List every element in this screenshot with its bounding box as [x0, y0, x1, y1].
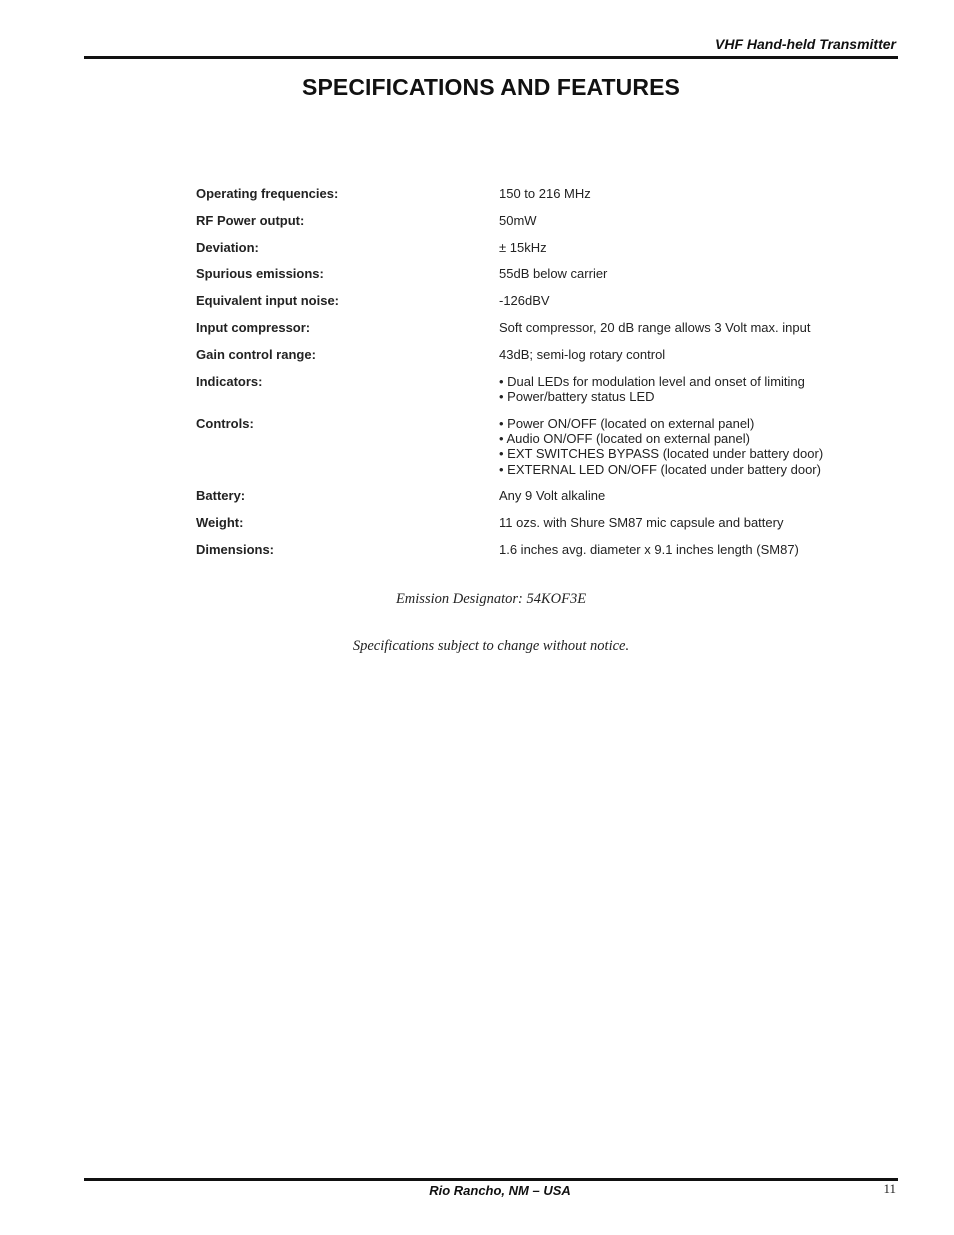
spec-label: Spurious emissions: — [196, 266, 324, 282]
spec-value: • EXT SWITCHES BYPASS (located under battery door) — [499, 446, 824, 462]
spec-row — [196, 213, 876, 228]
spec-row — [196, 293, 876, 308]
spec-value: Any 9 Volt alkaline — [499, 488, 606, 504]
emission-designator: Emission Designator: 54KOF3E — [395, 591, 587, 607]
page-title: SPECIFICATIONS AND FEATURES — [302, 74, 680, 100]
spec-value: 11 ozs. with Shure SM87 mic capsule and battery — [499, 515, 784, 531]
spec-value: • Audio ON/OFF (located on external panel) — [499, 430, 750, 446]
spec-values — [499, 213, 876, 228]
spec-row — [196, 542, 876, 557]
spec-values — [499, 542, 876, 557]
spec-label: Controls: — [196, 415, 254, 431]
spec-label: Deviation: — [196, 239, 259, 255]
spec-row — [196, 374, 876, 405]
spec-label: Input compressor: — [196, 319, 311, 335]
spec-values — [499, 240, 876, 255]
spec-value: Soft compressor, 20 dB range allows 3 Volt max. input — [499, 319, 811, 335]
spec-values — [499, 416, 876, 477]
spec-values — [499, 320, 876, 335]
spec-table — [196, 186, 876, 569]
spec-row — [196, 266, 876, 281]
spec-values — [499, 186, 876, 201]
spec-row — [196, 416, 876, 477]
spec-label: Operating frequencies: — [196, 186, 339, 201]
header-rule — [84, 56, 898, 59]
spec-row — [196, 347, 876, 362]
spec-values — [499, 488, 876, 503]
spec-label: Battery: — [196, 488, 246, 504]
spec-row — [196, 186, 876, 201]
spec-value: ± 15kHz — [499, 239, 547, 255]
running-header: VHF Hand-held Transmitter — [715, 36, 896, 52]
spec-value: -126dBV — [499, 293, 550, 309]
spec-row — [196, 320, 876, 335]
spec-row — [196, 488, 876, 503]
spec-label: RF Power output: — [196, 212, 305, 228]
spec-row — [196, 240, 876, 255]
spec-value: • Power/battery status LED — [499, 388, 655, 404]
spec-values — [499, 347, 876, 362]
spec-label: Equivalent input noise: — [196, 293, 340, 309]
spec-label: Indicators: — [196, 373, 263, 389]
spec-value: 43dB; semi-log rotary control — [499, 346, 666, 362]
spec-value: 1.6 inches avg. diameter x 9.1 inches length (SM87) — [499, 541, 799, 557]
spec-value: 50mW — [499, 212, 537, 228]
spec-row — [196, 515, 876, 530]
spec-values — [499, 293, 876, 308]
spec-values — [499, 374, 876, 405]
spec-label: Gain control range: — [196, 346, 316, 362]
spec-value: • Dual LEDs for modulation level and onset of limiting — [499, 373, 805, 389]
spec-value: 55dB below carrier — [499, 266, 608, 282]
change-notice: Specifications subject to change without notice. — [352, 638, 630, 654]
page-number: 11 — [883, 1181, 896, 1196]
spec-label: Weight: — [196, 515, 244, 531]
spec-value: • Power ON/OFF (located on external panel) — [499, 415, 755, 431]
spec-values — [499, 266, 876, 281]
footer-rule — [84, 1178, 898, 1181]
spec-label: Dimensions: — [196, 541, 275, 557]
spec-value: • EXTERNAL LED ON/OFF (located under battery door) — [499, 461, 821, 477]
footer-location: Rio Rancho, NM – USA — [429, 1183, 571, 1198]
spec-value: 150 to 216 MHz — [499, 186, 591, 201]
spec-values — [499, 515, 876, 530]
